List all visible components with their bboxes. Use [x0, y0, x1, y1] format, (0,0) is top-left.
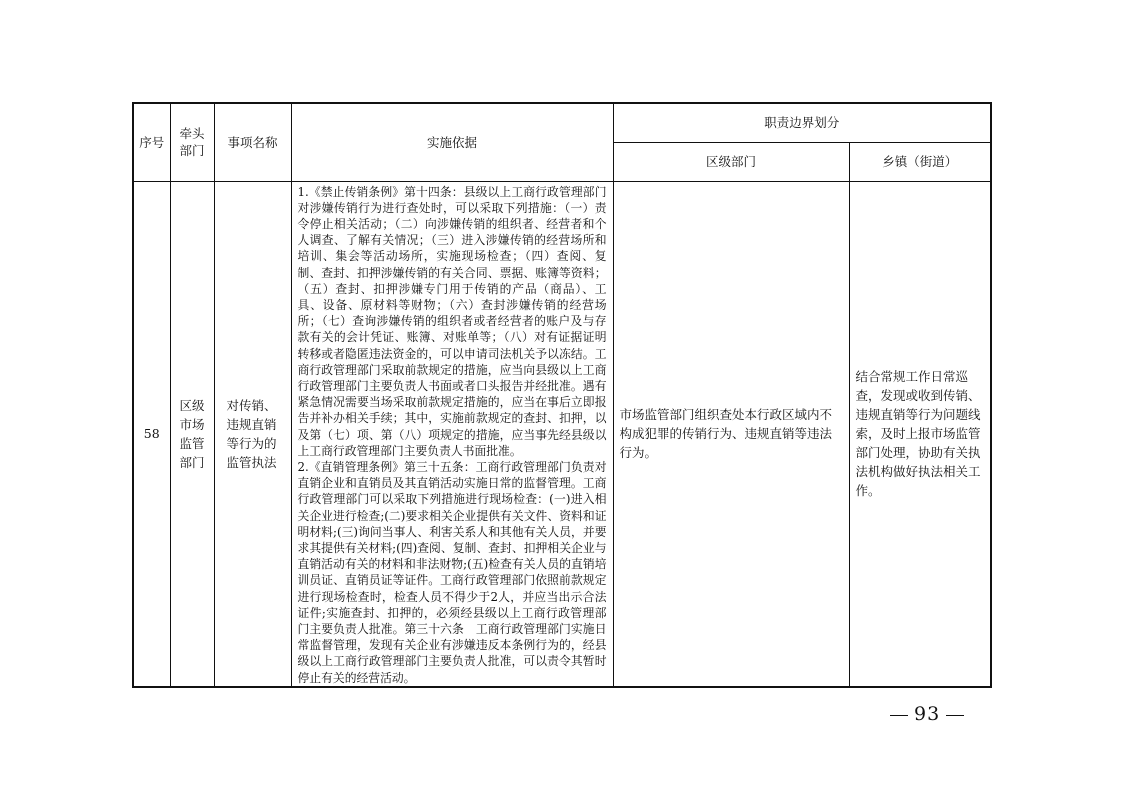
cell-item-name	[214, 181, 291, 687]
cell-seq: 58	[133, 181, 170, 687]
header-lead-dept-text: 牵头部门	[179, 126, 205, 159]
cell-item-name-text: 对传销、违规直销等行为的监管执法	[226, 397, 277, 470]
cell-lead-dept	[170, 181, 214, 687]
table-row	[133, 181, 991, 687]
header-district: 区级部门	[613, 142, 849, 181]
cell-lead-dept-text: 区级市场监管部门	[179, 397, 205, 470]
header-item-name: 事项名称	[214, 103, 291, 181]
responsibility-table	[132, 102, 992, 688]
header-township: 乡镇（街道）	[849, 142, 991, 181]
header-lead-dept	[170, 103, 214, 181]
header-responsibility: 职责边界划分	[613, 103, 991, 142]
dash-left	[890, 715, 908, 716]
header-seq: 序号	[133, 103, 170, 181]
page-number-text: 93	[914, 703, 941, 725]
basis-paragraph-1: 1.《禁止传销条例》第十四条：县级以上工商行政管理部门对涉嫌传销行为进行查处时，可以采取下列措施：（一）责令停止相关活动；（二）向涉嫌传销的组织者、经营者和个人调查、了解有关情况；（三）进入涉嫌传销的经营场所和培训、集会等活动场所，实施现场检查；（四）查阅、复制、查封、扣押涉嫌传销的有关合同、票据、账簿等资料；（五）查封、扣押涉嫌专门用于传销的产品（商品）、工具、设备、原材料等财物；（六）查封涉嫌传销的经营场所；（七）查询涉嫌传销的组织者或者经营者的账户及与存款有关的会计凭证、账簿、对账单等；（八）对有证据证明转移或者隐匿违法资金的，可以申请司法机关予以冻结。工商行政管理部门采取前款规定的措施，应当向县级以上工商行政管理部门主要负责人书面或者口头报告并经批准。遇有紧急情况需要当场采取前款规定措施的，应当在事后立即报告并补办相关手续；其中，实施前款规定的查封、扣押，以及第（七）项、第（八）项规定的措施，应当事先经县级以上工商行政管理部门主要负责人书面批准。	[297, 184, 607, 458]
cell-basis	[291, 181, 613, 687]
header-basis: 实施依据	[291, 103, 613, 181]
page-number	[884, 703, 970, 725]
cell-township: 结合常规工作日常巡查，发现或收到传销、违规直销等行为问题线索，及时上报市场监管部门处理，协助有关执法机构做好执法相关工作。	[849, 181, 991, 687]
dash-right	[946, 715, 964, 716]
cell-district: 市场监管部门组织查处本行政区域内不构成犯罪的传销行为、违规直销等违法行为。	[613, 181, 849, 687]
basis-paragraph-2: 2.《直销管理条例》第三十五条：工商行政管理部门负责对直销企业和直销员及其直销活动实施日常的监督管理。工商行政管理部门可以采取下列措施进行现场检查：(一)进入相关企业进行检查;(二)要求相关企业提供有关文件、资料和证明材料;(三)询问当事人、利害关系人和其他有关人员，并要求其提供有关材料;(四)查阅、复制、查封、扣押相关企业与直销活动有关的材料和非法财物;(五)检查有关人员的直销培训员证、直销员证等证件。工商行政管理部门依照前款规定进行现场检查时，检查人员不得少于2人，并应当出示合法证件;实施查封、扣押的，必须经县级以上工商行政管理部门主要负责人批准。第三十六条 工商行政管理部门实施日常监督管理，发现有关企业有涉嫌违反本条例行为的，经县级以上工商行政管理部门主要负责人批准，可以责令其暂时停止有关的经营活动。	[297, 459, 607, 685]
